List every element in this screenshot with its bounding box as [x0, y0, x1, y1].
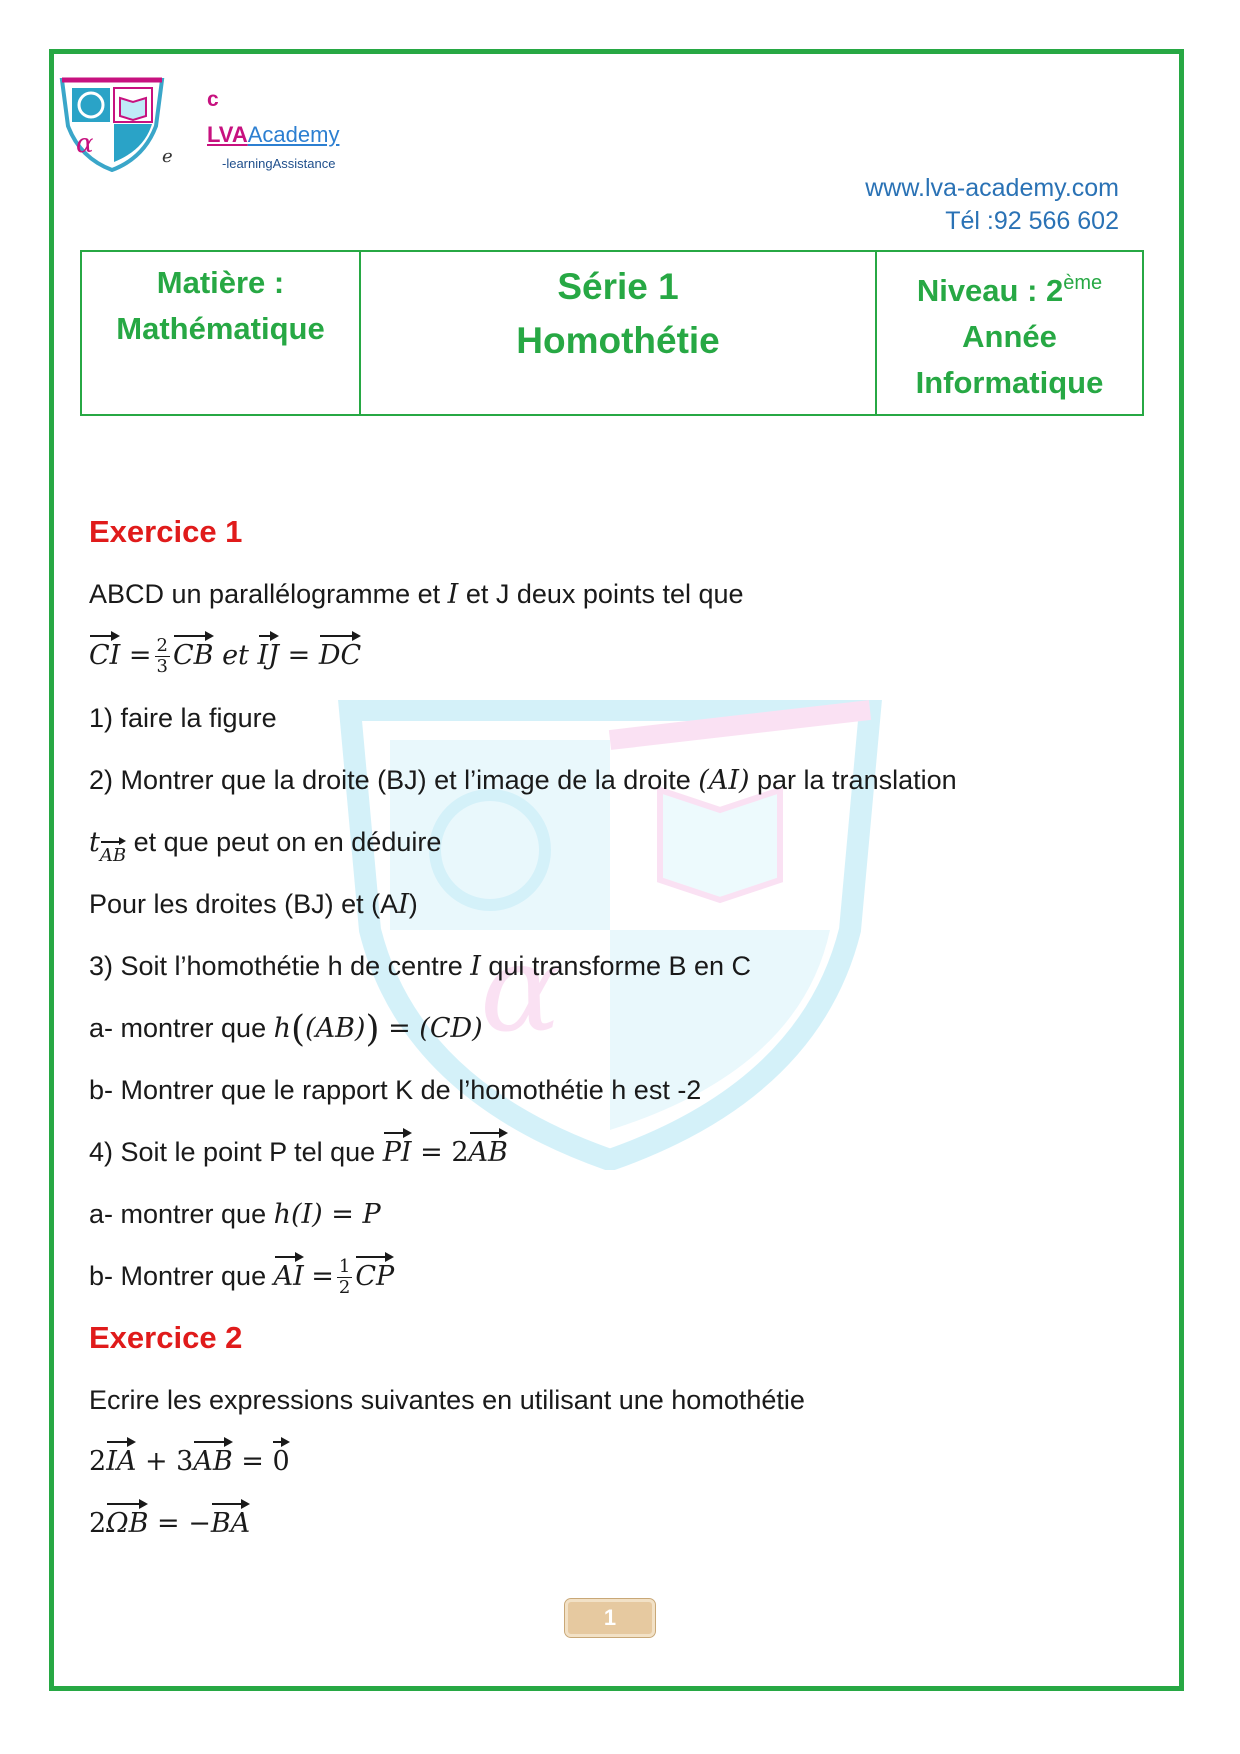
exercise2-title: Exercice 2 — [89, 1320, 243, 1355]
exercise1-intro: ABCD un parallélogramme et I et J deux points tel que — [89, 579, 744, 610]
brand-letter: c — [207, 88, 219, 111]
brand-academy[interactable]: Academy — [247, 122, 340, 147]
level-year: Année — [962, 319, 1057, 354]
contact-info — [865, 172, 1119, 238]
phone-number: Tél :92 566 602 — [945, 207, 1119, 235]
page-number: 1 — [565, 1599, 655, 1637]
logo-e-letter: e — [162, 146, 173, 167]
question-4b: b- Montrer que AI = $\frac{1}{2}$ CP — [89, 1250, 1149, 1312]
series-topic: Homothétie — [516, 320, 720, 361]
svg-text:α: α — [480, 920, 562, 1059]
subject-cell — [82, 252, 359, 414]
svg-text:α: α — [76, 129, 94, 159]
lva-logo — [58, 76, 166, 172]
exercise2-intro: Ecrire les expressions suivantes en utilisant une homothétie — [89, 1385, 805, 1415]
exercise1-equation: CI = $\frac{2}{3}$ CB et IJ = DC — [89, 630, 1149, 692]
question-2: 2) Montrer que la droite (BJ) et l’image de la droite (AI) par la translation — [89, 765, 957, 796]
fraction-one-half: $\frac{1}{2}$ — [338, 1256, 351, 1299]
brand-name — [207, 122, 339, 148]
question-3: 3) Soit l’homothétie h de centre I qui transforme B en C — [89, 951, 752, 982]
question-3b: b- Montrer que le rapport K de l’homothétie h est -2 — [89, 1075, 702, 1105]
fraction-two-thirds: $\frac{2}{3}$ — [156, 635, 168, 677]
level-track: Informatique — [915, 365, 1104, 400]
question-1: 1) faire la figure — [89, 703, 277, 733]
level-label: Niveau : 2ème — [916, 272, 1103, 308]
header-table — [80, 250, 1144, 416]
series-number: Série 1 — [557, 266, 679, 307]
brand-tagline: -learningAssistance — [222, 156, 336, 171]
subject-label: Matière : — [156, 265, 285, 300]
level-superscript: ème — [1063, 272, 1103, 294]
exercise2-expression-2: 2ΩB = −BA — [89, 1498, 1149, 1560]
question-2-lines: Pour les droites (BJ) et (AI) — [89, 889, 418, 920]
subject-value: Mathématique — [116, 311, 325, 346]
exercise-content — [89, 506, 1149, 1560]
level-cell — [875, 252, 1142, 414]
exercise1-title: Exercice 1 — [89, 514, 243, 549]
website-link[interactable]: www.lva-academy.com — [865, 174, 1119, 202]
question-3a: a- montrer que h((AB)) = (CD) — [89, 1009, 483, 1050]
question-2-translation: tAB et que peut on en déduire — [89, 827, 442, 866]
question-4a: a- montrer que h(I) = P — [89, 1199, 381, 1230]
series-cell — [359, 252, 875, 414]
exercise2-expression-1: 2IA + 3AB = 0 — [89, 1436, 1149, 1498]
brand-lva: LVA — [207, 122, 248, 147]
question-4: 4) Soit le point P tel que PI = 2AB — [89, 1126, 1149, 1188]
